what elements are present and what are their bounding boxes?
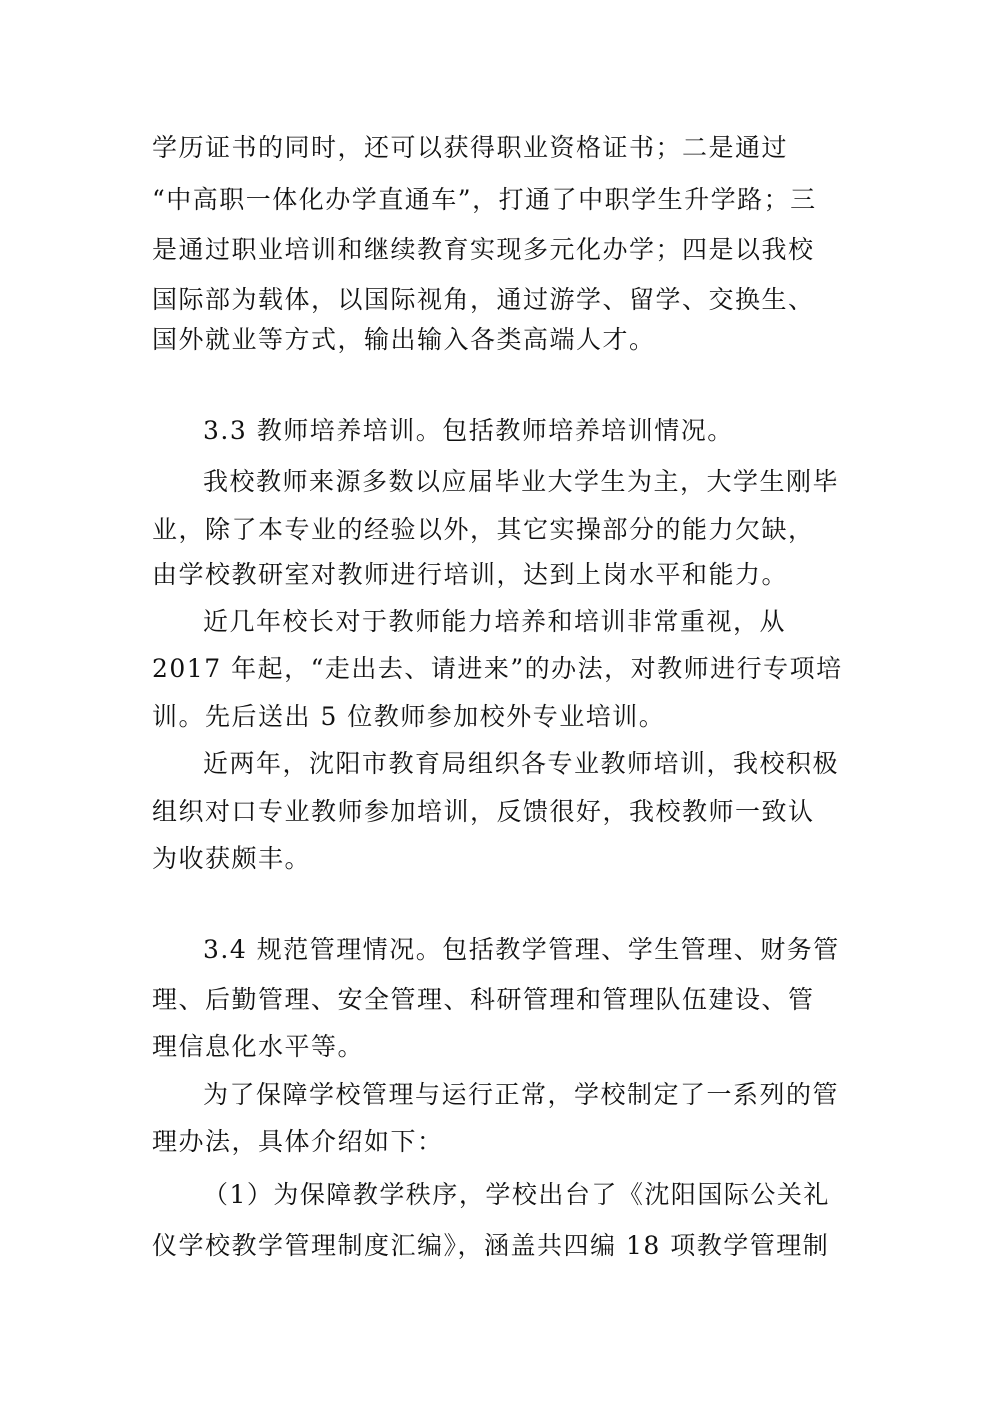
text-line-17: 理、后勤管理、安全管理、科研管理和管理队伍建设、管	[152, 985, 815, 1014]
text-line-15: 为收获颇丰。	[152, 844, 312, 873]
text-line-11: 2017 年起，“走出去、请进来”的办法，对教师进行专项培	[152, 654, 843, 683]
text-line-3: 是通过职业培训和继续教育实现多元化办学；四是以我校	[152, 235, 815, 264]
text-line-14: 组织对口专业教师参加培训，反馈很好，我校教师一致认	[152, 797, 815, 826]
text-line-9: 由学校教研室对教师进行培训，达到上岗水平和能力。	[152, 560, 789, 589]
text-line-18: 理信息化水平等。	[152, 1032, 365, 1061]
text-line-1: 学历证书的同时，还可以获得职业资格证书；二是通过	[152, 133, 789, 162]
section-heading-3-4: 3.4 规范管理情况。包括教学管理、学生管理、财务管	[203, 935, 840, 964]
section-heading-3-3: 3.3 教师培养培训。包括教师培养培训情况。	[203, 416, 734, 445]
text-line-10: 近几年校长对于教师能力培养和培训非常重视，从	[203, 607, 787, 636]
text-line-12: 训。先后送出 5 位教师参加校外专业培训。	[152, 702, 666, 731]
text-line-20: 理办法，具体介绍如下：	[152, 1127, 444, 1156]
text-line-22: 仪学校教学管理制度汇编》，涵盖共四编 18 项教学管理制	[152, 1231, 830, 1260]
text-line-5: 国外就业等方式，输出输入各类高端人才。	[152, 325, 656, 354]
text-line-8: 业，除了本专业的经验以外，其它实操部分的能力欠缺，	[152, 515, 815, 544]
text-line-7: 我校教师来源多数以应届毕业大学生为主，大学生刚毕	[203, 467, 840, 496]
text-line-21: （1）为保障教学秩序，学校出台了《沈阳国际公关礼	[203, 1180, 830, 1209]
text-line-4: 国际部为载体，以国际视角，通过游学、留学、交换生、	[152, 285, 815, 314]
text-line-19: 为了保障学校管理与运行正常，学校制定了一系列的管	[203, 1080, 840, 1109]
text-line-13: 近两年，沈阳市教育局组织各专业教师培训，我校积极	[203, 749, 840, 778]
text-line-2: “中高职一体化办学直通车”，打通了中职学生升学路；三	[152, 185, 817, 214]
